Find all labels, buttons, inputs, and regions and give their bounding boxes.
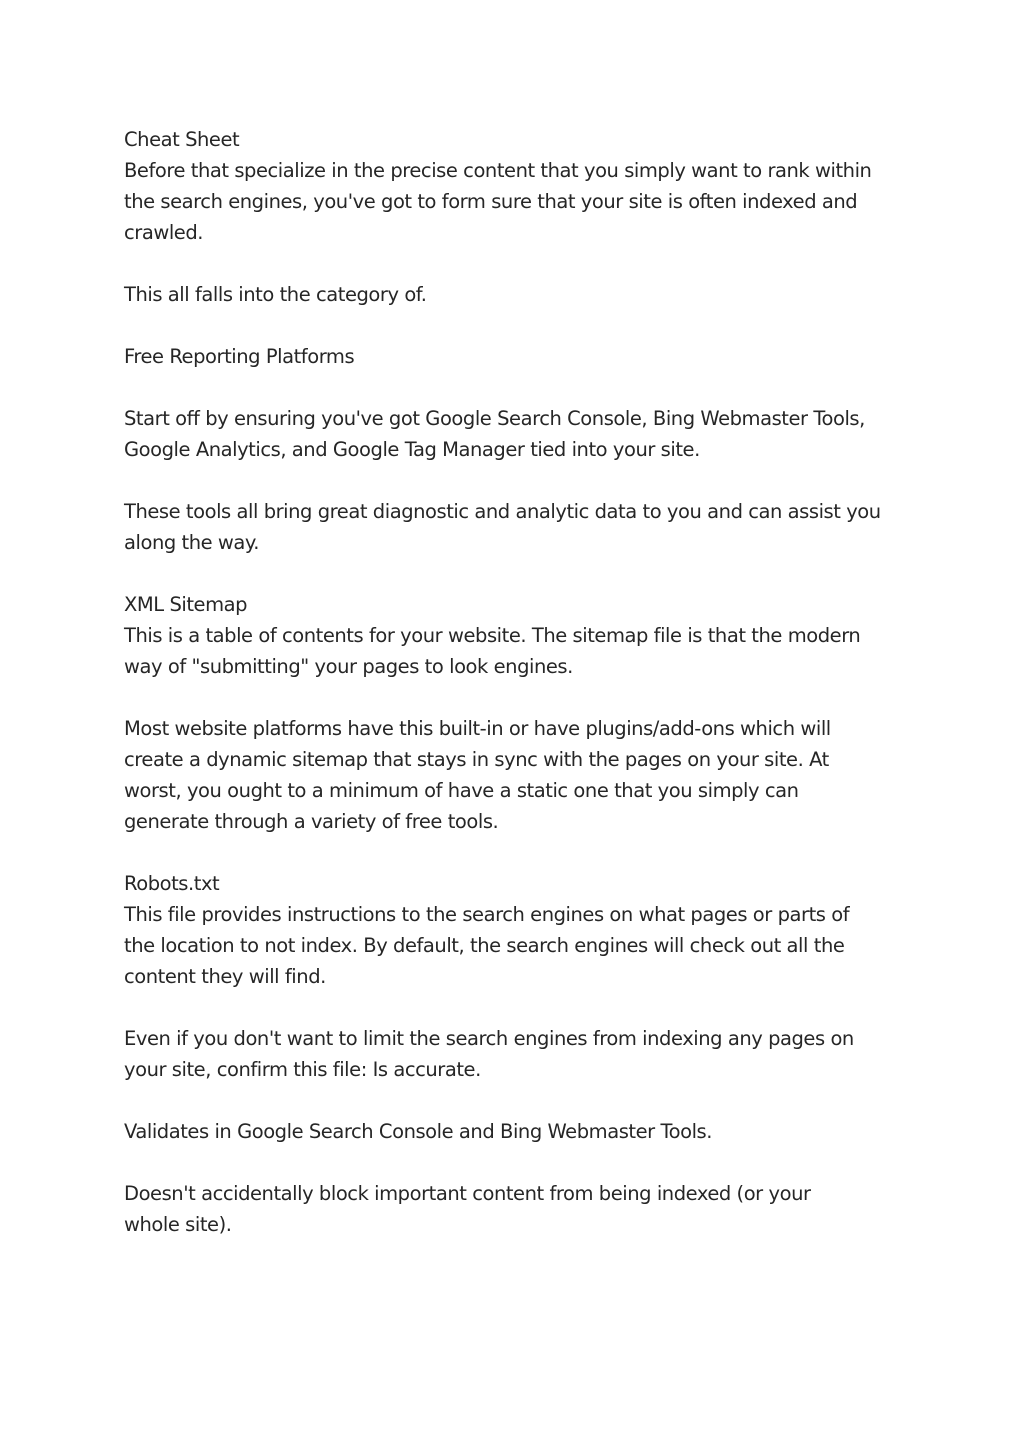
text-line: Before that specialize in the precise content that you simply want to rank within (124, 159, 872, 182)
blank-line (124, 1085, 914, 1116)
text-line: content they will find. (124, 965, 326, 988)
text-line: worst, you ought to a minimum of have a static one that you simply can (124, 779, 799, 802)
text-line: Free Reporting Platforms (124, 345, 355, 368)
text-line: Validates in Google Search Console and Bing Webmaster Tools. (124, 1120, 713, 1143)
text-line: XML Sitemap (124, 593, 248, 616)
text-line: Even if you don't want to limit the search engines from indexing any pages on (124, 1027, 854, 1050)
blank-line (124, 248, 914, 279)
text-line: This file provides instructions to the search engines on what pages or parts of (124, 903, 850, 926)
text-line: along the way. (124, 531, 259, 554)
text-line: These tools all bring great diagnostic and analytic data to you and can assist you (124, 500, 881, 523)
text-line: the search engines, you've got to form sure that your site is often indexed and (124, 190, 858, 213)
blank-line (124, 837, 914, 868)
text-line: create a dynamic sitemap that stays in sync with the pages on your site. At (124, 748, 829, 771)
text-line: This all falls into the category of. (124, 283, 427, 306)
text-line: Robots.txt (124, 872, 220, 895)
text-line: generate through a variety of free tools. (124, 810, 499, 833)
blank-line (124, 1147, 914, 1178)
blank-line (124, 558, 914, 589)
text-line: Most website platforms have this built-in or have plugins/add-ons which will (124, 717, 831, 740)
text-line: This is a table of contents for your website. The sitemap file is that the modern (124, 624, 861, 647)
text-line: the location to not index. By default, the search engines will check out all the (124, 934, 845, 957)
text-line: whole site). (124, 1213, 232, 1236)
blank-line (124, 372, 914, 403)
text-line: crawled. (124, 221, 204, 244)
text-line: Cheat Sheet (124, 128, 240, 151)
text-line: Doesn't accidentally block important content from being indexed (or your (124, 1182, 811, 1205)
blank-line (124, 310, 914, 341)
text-line: your site, confirm this file: Is accurate. (124, 1058, 481, 1081)
document-body (124, 124, 914, 1240)
text-line: Start off by ensuring you've got Google Search Console, Bing Webmaster Tools, (124, 407, 865, 430)
blank-line (124, 465, 914, 496)
blank-line (124, 992, 914, 1023)
text-line: way of "submitting" your pages to look engines. (124, 655, 573, 678)
blank-line (124, 682, 914, 713)
text-line: Google Analytics, and Google Tag Manager tied into your site. (124, 438, 700, 461)
